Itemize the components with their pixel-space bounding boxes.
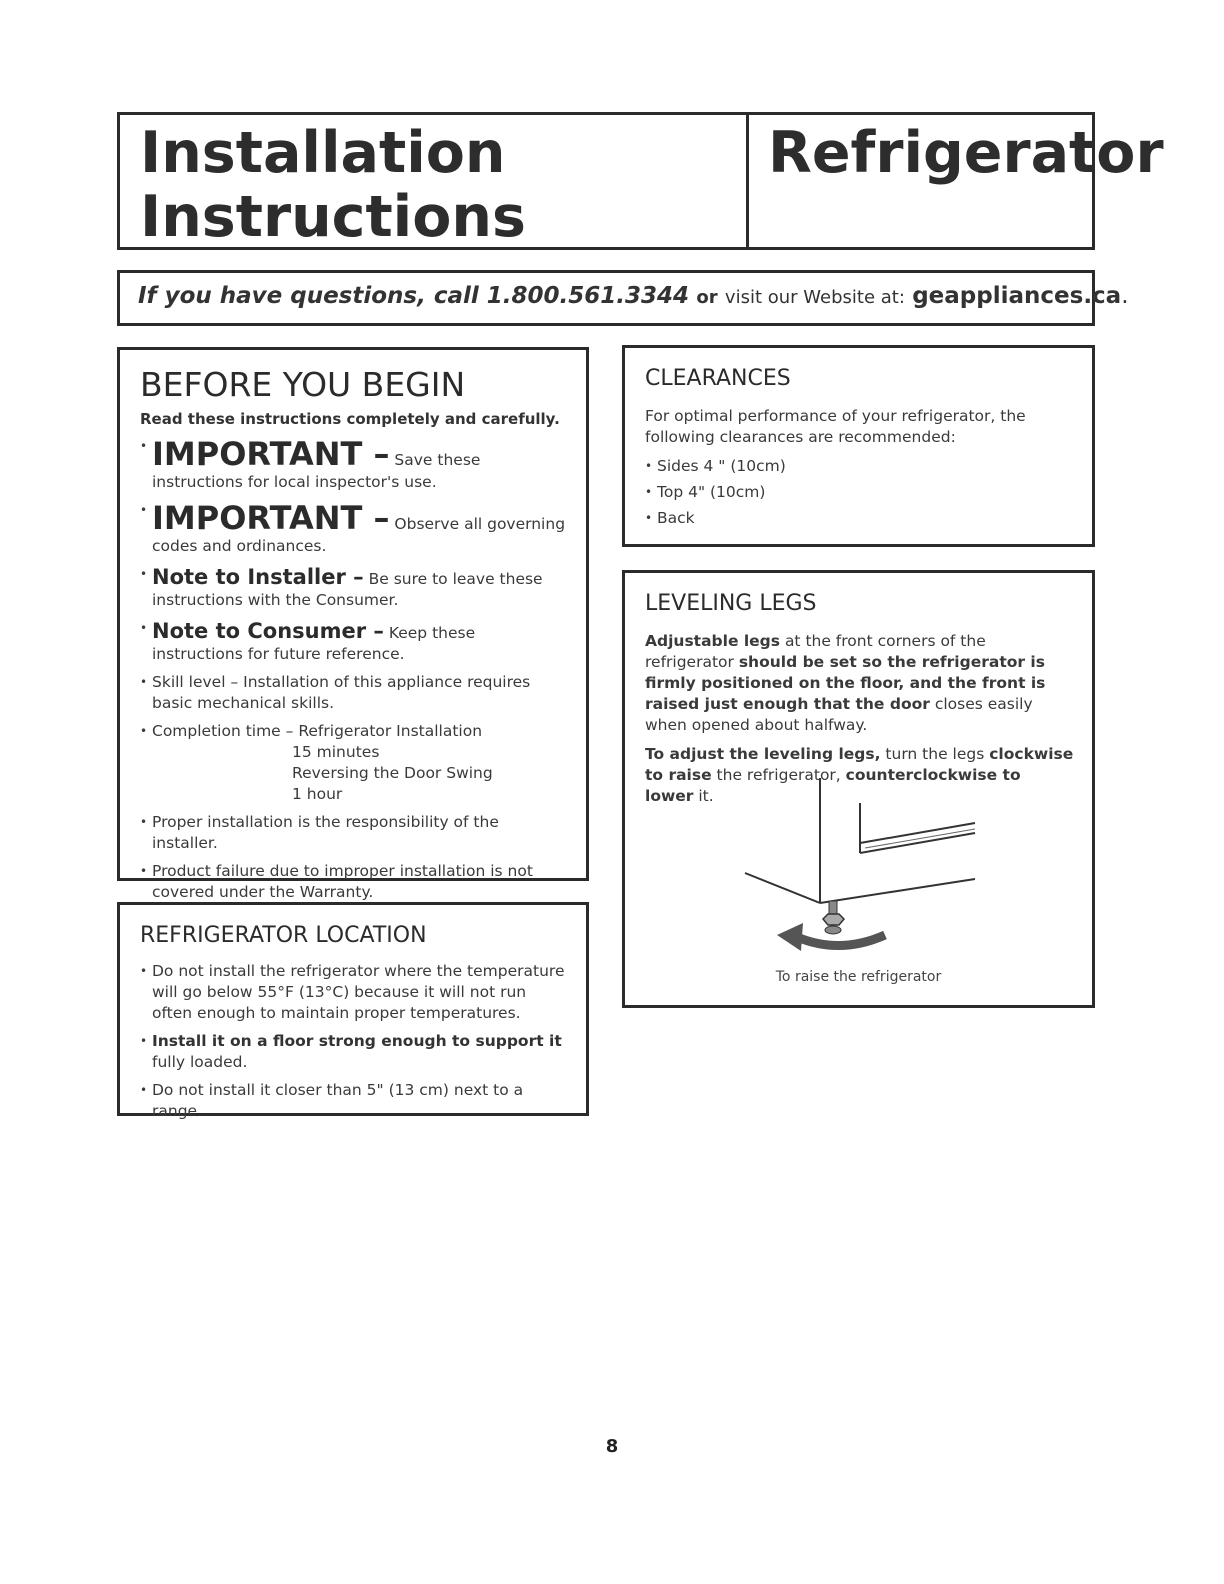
- important-label: IMPORTANT –: [152, 435, 390, 473]
- completion-door-swing: Reversing the Door Swing: [292, 764, 493, 782]
- skill-level: • Skill level – Installation of this appliance requires basic mechanical skills.: [140, 672, 568, 714]
- location-floor-bold: • Install it on a floor strong enough to support it: [152, 1032, 562, 1050]
- completion-time: [140, 721, 568, 805]
- important-save-text: Save these instructions for local inspector's use.: [152, 451, 481, 491]
- product-name: Refrigerator: [768, 120, 1164, 186]
- leveling-p1-bold: should be set so the refrigerator is firmly positioned on the floor, and the front is raised just enough that the door: [645, 653, 1046, 713]
- important-save: [140, 436, 568, 493]
- location-title: REFRIGERATOR LOCATION: [140, 923, 427, 948]
- door-bottom-line: [860, 833, 975, 853]
- leveling-counterclockwise: counterclockwise to lower: [645, 766, 1021, 805]
- completion-door-time: 1 hour: [292, 785, 343, 803]
- leveling-legs-section: [622, 570, 1095, 1008]
- clearances-section: [622, 345, 1095, 547]
- leveling-p1-b: closes easily when opened about halfway.: [645, 695, 1033, 734]
- raise-arrow-head-icon: [777, 923, 803, 951]
- leveling-foot-icon: [823, 914, 844, 925]
- foot-pad: [825, 926, 841, 934]
- location-item-temperature: • Do not install the refrigerator where the temperature will go below 55°F (13°C) because it will not run often enough to maintain proper temperatures.: [140, 961, 568, 1024]
- note-consumer-label: Note to Consumer –: [152, 619, 384, 643]
- note-installer-text: Be sure to leave these instructions with the Consumer.: [152, 570, 543, 609]
- important-codes-text: Observe all governing codes and ordinances.: [152, 515, 566, 555]
- clearance-item: • Back: [645, 508, 1074, 529]
- title-divider: [746, 115, 749, 247]
- website-link[interactable]: geappliances.ca: [912, 283, 1122, 309]
- before-subtitle: Read these instructions completely and carefully.: [140, 410, 560, 428]
- refrigerator-location-section: [117, 902, 589, 1120]
- leveling-p2-c: it.: [698, 787, 714, 805]
- location-item-floor: [140, 1031, 568, 1073]
- completion-install-time: 15 minutes: [292, 743, 380, 761]
- door-top-line: [860, 823, 975, 843]
- clearances-intro: For optimal performance of your refrigerator, the following clearances are recommended:: [645, 407, 1026, 446]
- leveling-adjustable-legs: Adjustable legs: [645, 632, 780, 650]
- page-number: 8: [605, 1436, 619, 1457]
- leveling-title: LEVELING LEGS: [645, 591, 817, 616]
- leveling-p2-b: the refrigerator,: [716, 766, 841, 784]
- document-title: [140, 121, 526, 249]
- base-front-line: [820, 879, 975, 903]
- clearances-title: CLEARANCES: [645, 366, 791, 391]
- contact-line: [138, 283, 1129, 309]
- clearance-item: • Top 4" (10cm): [645, 482, 1074, 503]
- title-line1: Installation: [140, 120, 506, 186]
- completion-label: • Completion time – Refrigerator Installation: [152, 722, 483, 740]
- contact-period: .: [1121, 283, 1129, 309]
- important-label: IMPORTANT –: [152, 499, 390, 537]
- proper-installation: • Proper installation is the responsibility of the installer.: [140, 812, 568, 854]
- note-consumer: [140, 618, 568, 665]
- leveling-leg-diagram: [725, 773, 995, 973]
- note-installer: [140, 564, 568, 611]
- raise-arrow-arc: [797, 935, 885, 946]
- note-consumer-text: Keep these instructions for future reference.: [152, 624, 476, 663]
- before-title: BEFORE YOU BEGIN: [140, 365, 466, 404]
- leveling-p2-a: turn the legs: [885, 745, 985, 763]
- title-line2: Instructions: [140, 184, 526, 250]
- phone-question: If you have questions, call 1.800.561.3344: [138, 283, 690, 309]
- leg-screw: [829, 901, 837, 915]
- important-codes: [140, 500, 568, 557]
- product-failure: • Product failure due to improper installation is not covered under the Warranty.: [140, 861, 568, 903]
- contact-box: [117, 270, 1129, 326]
- location-floor-rest: fully loaded.: [152, 1053, 248, 1071]
- leveling-p1-a: at the front corners of the refrigerator: [645, 632, 986, 671]
- contact-or: or: [696, 287, 718, 308]
- leveling-adjust-label: To adjust the leveling legs,: [645, 745, 881, 763]
- base-side-line: [745, 873, 820, 903]
- title-box: [117, 112, 1164, 250]
- leveling-para1: [645, 631, 1074, 736]
- contact-visit: visit our Website at:: [724, 287, 905, 308]
- clearance-item: • Sides 4 " (10cm): [645, 456, 1074, 477]
- note-installer-label: Note to Installer –: [152, 565, 364, 589]
- diagram-caption: To raise the refrigerator: [775, 969, 942, 985]
- leveling-clockwise: clockwise to raise: [645, 745, 1074, 784]
- location-item-range: • Do not install it closer than 5" (13 cm) next to a range.: [140, 1080, 568, 1122]
- before-you-begin-section: [117, 347, 589, 901]
